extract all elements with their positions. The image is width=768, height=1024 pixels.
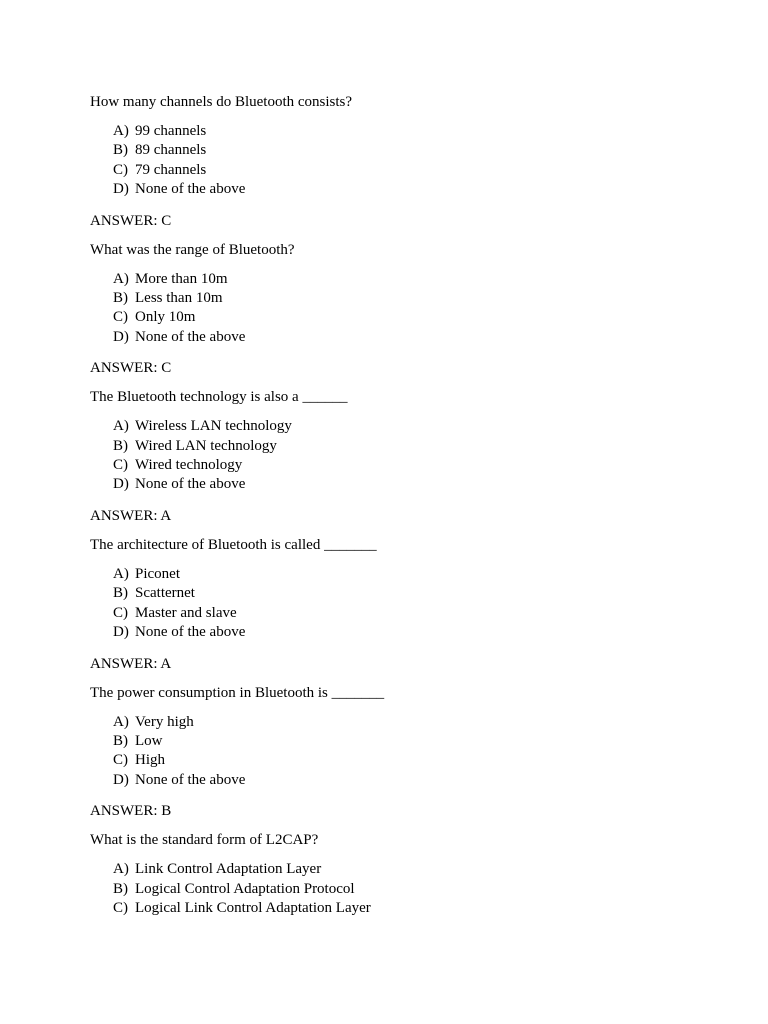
option-letter: B): [113, 437, 128, 454]
option-item: [113, 584, 710, 603]
option-list: [90, 270, 710, 348]
option-text: None of the above: [135, 328, 246, 345]
question-block-1: [90, 93, 710, 231]
option-text: None of the above: [135, 624, 246, 641]
option-text: None of the above: [135, 476, 246, 493]
option-text: More than 10m: [135, 270, 228, 287]
option-item: [113, 141, 710, 160]
option-item: [113, 565, 710, 584]
answer-text: ANSWER: B: [90, 803, 172, 820]
question-text: What is the standard form of L2CAP?: [90, 832, 319, 849]
option-letter: C): [113, 457, 128, 474]
option-text: 79 channels: [135, 161, 207, 178]
option-letter: D): [113, 328, 129, 345]
option-text: Scatternet: [135, 585, 195, 602]
option-text: Logical Control Adaptation Protocol: [135, 880, 355, 897]
question-block-4: [90, 536, 710, 674]
question-text: The architecture of Bluetooth is called _______: [90, 536, 377, 553]
option-item: [113, 771, 710, 790]
question-block-6: [90, 831, 710, 918]
question-text: The power consumption in Bluetooth is _______: [90, 684, 385, 701]
option-letter: B): [113, 290, 128, 307]
option-letter: D): [113, 624, 129, 641]
option-letter: B): [113, 880, 128, 897]
option-list: [90, 860, 710, 918]
option-text: Link Control Adaptation Layer: [135, 861, 322, 878]
document-page: [90, 93, 710, 930]
option-text: 89 channels: [135, 142, 207, 159]
option-item: [113, 161, 710, 180]
option-list: [90, 713, 710, 791]
option-item: [113, 713, 710, 732]
option-letter: C): [113, 752, 128, 769]
option-letter: B): [113, 732, 128, 749]
option-letter: C): [113, 309, 128, 326]
option-text: Wired technology: [135, 457, 243, 474]
option-item: [113, 899, 710, 918]
answer-text: ANSWER: A: [90, 655, 172, 672]
option-list: [90, 417, 710, 495]
option-text: Logical Link Control Adaptation Layer: [135, 899, 371, 916]
answer-text: ANSWER: C: [90, 212, 172, 229]
option-letter: C): [113, 899, 128, 916]
option-letter: A): [113, 713, 129, 730]
option-item: [113, 604, 710, 623]
option-letter: D): [113, 181, 129, 198]
option-item: [113, 328, 710, 347]
question-block-3: [90, 388, 710, 526]
question-block-5: [90, 684, 710, 822]
option-letter: D): [113, 771, 129, 788]
question-text: What was the range of Bluetooth?: [90, 241, 295, 258]
option-list: [90, 565, 710, 643]
option-letter: A): [113, 270, 129, 287]
option-letter: C): [113, 604, 128, 621]
option-item: [113, 860, 710, 879]
option-item: [113, 122, 710, 141]
option-text: None of the above: [135, 181, 246, 198]
question-text: How many channels do Bluetooth consists?: [90, 94, 353, 110]
option-letter: A): [113, 123, 129, 139]
option-text: Low: [135, 732, 163, 749]
option-list: [90, 122, 710, 200]
option-item: [113, 308, 710, 327]
option-text: Less than 10m: [135, 290, 223, 307]
option-item: [113, 751, 710, 770]
option-text: Master and slave: [135, 604, 237, 621]
option-item: [113, 456, 710, 475]
option-text: Only 10m: [135, 309, 196, 326]
option-item: [113, 417, 710, 436]
option-item: [113, 180, 710, 199]
option-letter: B): [113, 585, 128, 602]
option-text: None of the above: [135, 771, 246, 788]
option-text: Wireless LAN technology: [135, 418, 292, 435]
option-text: Wired LAN technology: [135, 437, 277, 454]
option-letter: B): [113, 142, 128, 159]
option-item: [113, 437, 710, 456]
answer-text: ANSWER: A: [90, 507, 172, 524]
question-block-2: [90, 241, 710, 379]
option-item: [113, 289, 710, 308]
option-letter: A): [113, 418, 129, 435]
option-item: [113, 475, 710, 494]
option-item: [113, 732, 710, 751]
answer-text: ANSWER: C: [90, 360, 172, 377]
option-text: Very high: [135, 713, 194, 730]
option-item: [113, 880, 710, 899]
option-text: High: [135, 752, 165, 769]
option-letter: A): [113, 861, 129, 878]
option-item: [113, 623, 710, 642]
option-letter: D): [113, 476, 129, 493]
question-text: The Bluetooth technology is also a ______: [90, 389, 348, 406]
option-letter: A): [113, 565, 129, 582]
option-item: [113, 270, 710, 289]
option-letter: C): [113, 161, 128, 178]
option-text: 99 channels: [135, 123, 207, 139]
option-text: Piconet: [135, 565, 180, 582]
